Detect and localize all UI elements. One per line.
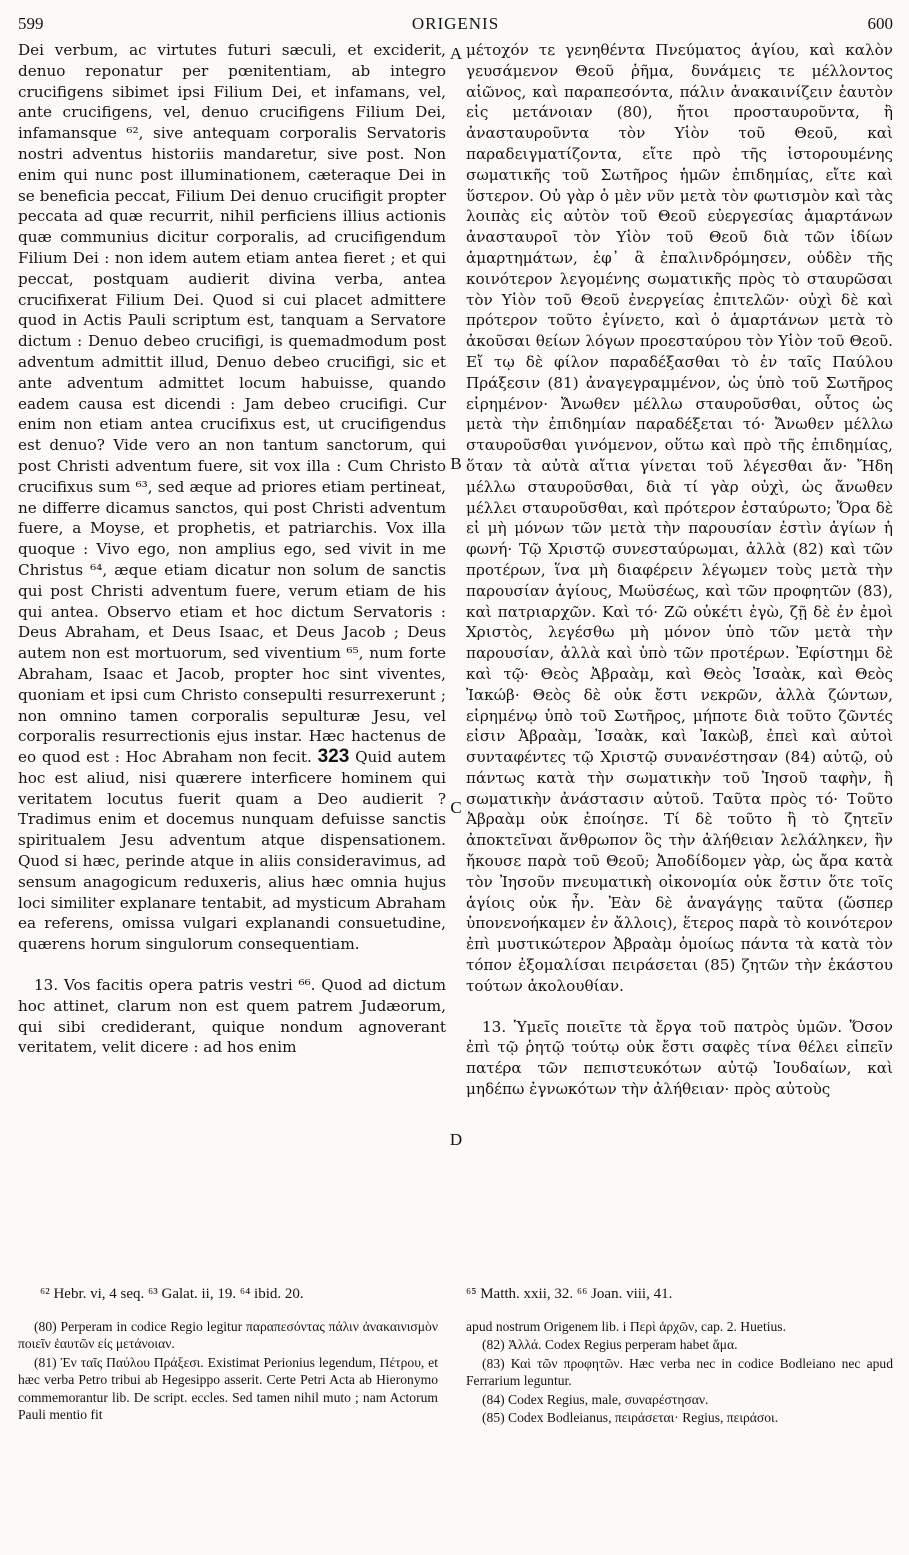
page [18, 10, 893, 1545]
latin-column [18, 40, 446, 1278]
margin-letter-d: D [449, 1130, 463, 1149]
margin-letter-a: A [449, 44, 463, 63]
margin-letter-b: B [450, 454, 462, 473]
running-title: ORIGENIS [411, 14, 500, 33]
main-text [18, 40, 893, 1278]
margin-letter-c: C [450, 798, 462, 817]
note-80: (80) Perperam in codice Regio legitur παραπεσόντας πάλιν ἀνακαινισμὸν ποιεῖν ἑαυτῶν εἰς μετάνοιαν. [18, 1319, 438, 1352]
notes-right-column [466, 1318, 893, 1523]
note-83: (83) Καὶ τῶν προφητῶν. Hæc verba nec in codice Bodleiano nec apud Ferrarium leguntur. [466, 1355, 893, 1389]
greek-column [466, 40, 893, 1278]
editorial-notes [18, 1318, 893, 1523]
greek-section-13: 13. Ὑμεῖς ποιεῖτε τὰ ἔργα τοῦ πατρὸς ὑμῶν. Ὅσον ἐπὶ τῷ ῥητῷ τούτῳ οὐκ ἔστι σαφὲς τίνα θέλει εἰπεῖν πατέρα τῶν πεπιστευκότων αὐτῷ Ἰουδαίων, καὶ μηδέπω ἐγνωκότων τὴν ἀλήθειαν· πρὸς αὐτοὺς [466, 1017, 893, 1099]
scripture-refs-right: ⁶⁵ Matth. xxii, 32. ⁶⁶ Joan. viii, 41. [466, 1286, 673, 1302]
note-84: (84) Codex Regius, male, συναρέστησαν. [482, 1391, 709, 1407]
notes-left-column [18, 1318, 438, 1523]
note-85: (85) Codex Bodleianus, πειράσεται· Regius, πειράσοι. [482, 1410, 779, 1426]
note-81-continued: apud nostrum Origenem lib. i Περὶ ἀρχῶν, cap. 2. Huetius. [466, 1319, 786, 1334]
note-82: (82) Ἀλλά. Codex Regius perperam habet ἅμα. [482, 1337, 738, 1353]
scripture-references [18, 1278, 893, 1318]
latin-section-13: 13. Vos facitis opera patris vestri ⁶⁶. Quod ad dictum hoc attinet, clarum non est quem patrem Judæorum, qui sibi crediderant, quique nondum agnoverant veritatem, velit dicere : ad hos enim [18, 976, 446, 1057]
scripture-refs-left: ⁶² Hebr. vi, 4 seq. ⁶³ Galat. ii, 19. ⁶⁴ ibid. 20. [40, 1286, 304, 1302]
note-81: (81) Ἐν ταῖς Παύλου Πράξεσι. Existimat Perionius legendum, Πέτρου, et hæc verba Petro tribui ab Hegesippo asserit. Certe Petri Acta ab Hieronymo commemorantur lib. De script. eccles. Sed tamen nihil muto ; nam Actorum Pauli mentio fit [18, 1354, 438, 1423]
right-page-number: 600 [867, 14, 893, 33]
greek-paragraph: μέτοχόν τε γενηθέντα Πνεύματος ἁγίου, καὶ καλὸν γευσάμενον Θεοῦ ῥῆμα, δυνάμεις τε μέλλοντος αἰῶνος, καὶ παραπεσόντα, πάλιν ἀνακαινίζειν ἑαυτὸν εἰς μετάνοιαν (80), ἤτοι προσταυροῦντα, ἢ ἀνασταυροῦντα τὸν Υἱὸν τοῦ Θεοῦ, καὶ παραδειγματίζοντα, εἴτε πρὸ τῆς ἱστορουμένης σωματικῆς τοῦ Σωτῆρος ἡμῶν ἐπιδημίας, εἴτε καὶ ὕστερον. Οὐ γὰρ ὁ μὲν νῦν μετὰ τὸν φωτισμὸν καὶ τὰς λοιπὰς εἰς αὐτὸν τοῦ Θεοῦ εὐεργεσίας ἁμαρτάνων ἀνασταυροῖ τὸν Υἱὸν τοῦ Θεοῦ διὰ τῶν ἰδίων ἁμαρτημάτων, ἐφ᾽ ἃ ἐπαλινδρόμησεν, οὐδὲν τῆς κοινότερον λεγομένης σωματικῆς πρὸς τὸ σταυρῶσαι τὸν Υἱὸν τοῦ Θεοῦ ἐνεργείας ἐπιτελῶν· οὐχὶ δὲ καὶ πρότερον τοῦτο ἐγίνετο, καὶ ὁ ἁμαρτάνων μετὰ τὸ ἀκοῦσαι θείων λόγων προεσταύρου τὸν Υἱὸν τοῦ Θεοῦ. Εἴ τῳ δὲ φίλον παραδέξασθαι τὸ ἐν ταῖς Παύλου Πράξεσιν (81) ἀναγεγραμμένον, ὡς ὑπὸ τοῦ Σωτῆρος εἰρημένον· Ἄνωθεν μέλλω σταυροῦσθαι, οὗτος ὡς μετὰ τὴν ἐπιδημίαν παραδέξεται τό· Ἄνωθεν μέλλω σταυροῦσθαι γινόμενον, οὕτω καὶ πρὸ τῆς ἐπιδημίας, ὅταν τὰ αὐτὰ αἴτια γίνεται τοῦ λέγεσθαι ἄν· Ἤδη μέλλω σταυροῦσθαι, διὰ τί γὰρ οὐχὶ, ὡς ἄνωθεν μέλλει σταυροῦσθαι, καὶ πρότερον ἐσταύρωτο; Ὅρα δὲ εἰ μὴ μόνων τῶν μετὰ τὴν παρουσίαν ἐστὶν ἁγίων ἡ φωνή· Τῷ Χριστῷ συνεσταύρωμαι, ἀλλὰ (82) καὶ τῶν προτέρων, ἵνα μὴ διαφέρειν λέγωμεν τοὺς μετὰ τὴν παρουσίαν ἁγίους, Μωϋσέως, καὶ τῶν προφητῶν (83), καὶ πατριαρχῶν. Καὶ τό· Ζῶ οὐκέτι ἐγὼ, ζῇ δὲ ἐν ἐμοὶ Χριστὸς, λεγέσθω μὴ μόνον ὑπὸ τῶν μετὰ τὴν παρουσίαν, ἀλλὰ καὶ ὑπὸ τῶν προτέρων. Ἐφίστημι δὲ καὶ τῷ· Θεὸς Ἀβραὰμ, καὶ Θεὸς Ἰσαὰκ, καὶ Θεὸς Ἰακώβ· Θεὸς δὲ οὐκ ἔστι νεκρῶν, ἀλλὰ ζώντων, εἰρημένῳ ὑπὸ τοῦ Σωτῆρος, μήποτε διὰ τοῦτο ζῶντές εἰσιν Ἀβραὰμ, Ἰσαὰκ, καὶ Ἰακὼβ, ἐπεὶ καὶ αὐτοὶ συνταφέντες τῷ Χριστῷ συνανέστησαν (84) αὐτῷ, οὐ πάντως κατὰ τὴν σωματικὴν τοῦ Ἰησοῦ ταφὴν, ἢ σωματικὴν ἀνάστασιν αὐτοῦ. Ταῦτα πρὸς τό· Τοῦτο Ἀβραὰμ οὐκ ἐποίησε. Τί δὲ τοῦτο ἢ τὸ ζητεῖν ἀποκτεῖναι ἄνθρωπον ὃς τὴν ἀλήθειαν λελάληκεν, ἣν ἤκουσε παρὰ τοῦ Θεοῦ; Ἀποδίδομεν γὰρ, ὡς ἄρα κατὰ τὸν Ἰησοῦν πνευματικὴ οἰκονομία οὐκ ἔστιν ὅτε τοῖς ἁγίοις οὐκ ἦν. Ἐὰν δὲ ἀναγάγῃς ταῦτα (ὥσπερ ὑπονενοήκαμεν ἐν ἄλλοις), ἕτερος παρὰ τὸ κοινότερον ἐπὶ μυστικώτερον Ἀβραὰμ ὁμοίως πάντα τὰ κατὰ τὸν τόπον ἐξομαλίσαι πειράσεται (85) ζητῶν τὴν ἑκάστου τούτων ἀκολουθίαν. [466, 41, 893, 995]
latin-paragraph [18, 40, 446, 955]
latin-text: Dei verbum, ac virtutes futuri sæculi, et exciderit, denuo reponatur per pœnitentiam, ab integro crucifigens sibimet ipsi Filium Dei, et infamans, vel, ante crucifigens, vel, denuo crucifigens Filium Dei, infamansque ⁶², sive antequam corporalis Servatoris nostri adventus historiis mandaretur, sive post. Non enim qui nunc post illuminationem, cæteraque Dei in se beneficia peccat, Filium Dei denuo crucifigit propter peccata ad quæ recurrit, nihil perficiens illius actionis quæ communius dicitur corporalis, ad crucifigendum Filium Dei : non idem autem etiam antea fieret ; et qui peccat, postquam audierit divina verba, antea crucifixerat Filium Dei. Quod si cui placet admittere quod in Actis Pauli scriptum est, tanquam a Servatore dictum : Denuo debeo crucifigi, is quemadmodum post adventum admittit illud, Denuo debeo crucifigi, sic et ante adventum admittet locum habuisse, quando eadem causa est dicendi : Jam debeo crucifigi. Cur enim non etiam antea crucifixus est, ut crucifigendus est denuo? Vide vero an non tantum sanctorum, qui post Christi adventum fuere, sit vox illa : Cum Christo crucifixus sum ⁶³, sed æque ad priores etiam pertineat, ne differre dicamus sanctos, qui post Christi adventum fuere, a Moyse, et prophetis, et patriarchis. Vox illa quoque : Vivo ego, non amplius ego, sed vivit in me Christus ⁶⁴, æque etiam dicatur non solum de sanctis qui post Christi adventum fuere, verum etiam de his qui antea. Observo etiam et hoc dictum Servatoris : Deus Abraham, et Deus Isaac, et Deus Jacob ; Deus autem non est mortuorum, sed viventium ⁶⁵, num forte Abraham, Isaac et Jacob, propter hoc sint viventes, quoniam et ipsi cum Christo consepulti resurrexerunt ; non omnino tamen corporalis sepulturæ Jesu, vel corporalis resurrectionis ejus instar. Hæc hactenus de eo quod est : Hoc Abraham non fecit. [18, 41, 446, 767]
column-number: 323 [317, 746, 350, 768]
running-header [18, 10, 893, 40]
left-page-number: 599 [18, 14, 44, 33]
latin-text-continued: Quid autem hoc est aliud, nisi quærere interficere hominem qui veritatem locutus fuerit quam a Deo audierit ? Tradimus enim et docemus nunquam defuisse sanctis spiritualem Jesu adventum atque dispensationem. Quod si hæc, perinde atque in aliis consideravimus, ad sensum anagogicum reduxeris, alius hæc omnia hujus loci similiter explanare tentabit, ad mysticum Abraham ea referens, omissa vulgari explanandi consuetudine, quærens horum singulorum consequentiam. [18, 748, 446, 954]
